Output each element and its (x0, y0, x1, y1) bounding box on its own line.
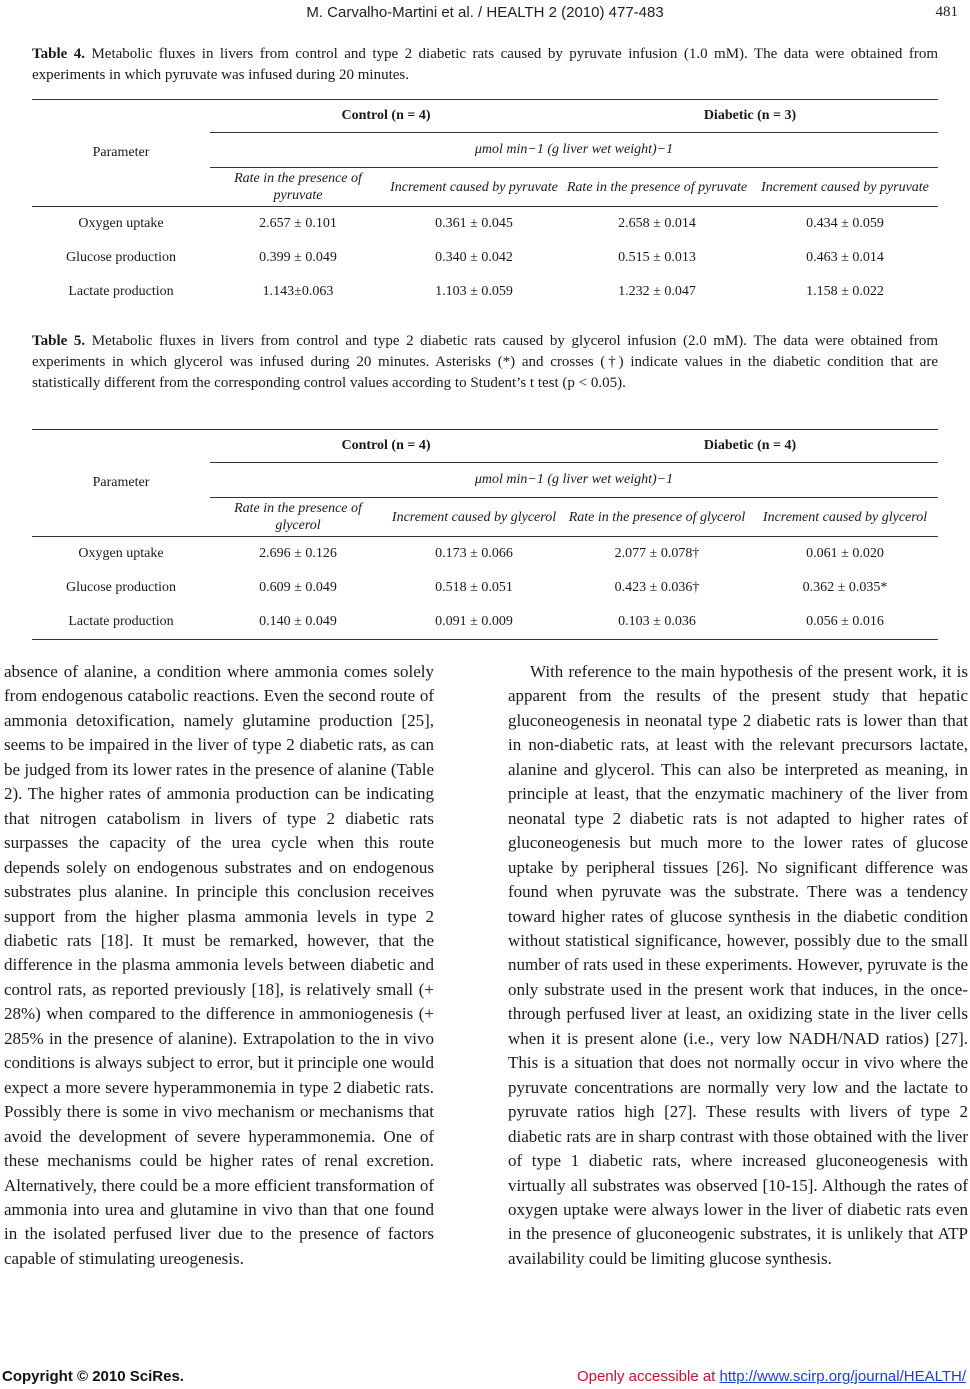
table5-col2-header: Increment caused by glycerol (386, 498, 562, 537)
body-left-column (4, 660, 434, 1271)
table-cell: 0.173 ± 0.066 (435, 546, 513, 561)
open-access-notice (577, 1368, 966, 1385)
table-row (32, 275, 938, 309)
table-cell: 2.696 ± 0.126 (259, 546, 337, 561)
table-cell: 0.434 ± 0.059 (806, 216, 884, 231)
table-cell: Glucose production (65, 250, 177, 265)
table5-caption-label: Table 5. (32, 333, 86, 349)
table4-group-control: Control (n = 4) (210, 100, 562, 133)
table4-col1-header: Rate in the presence of pyruvate (210, 168, 386, 207)
table5-caption (32, 331, 938, 394)
table5-group-control: Control (n = 4) (210, 430, 562, 463)
table-cell: Lactate production (32, 605, 210, 640)
table5-parameter-header: Parameter (32, 430, 210, 537)
table-cell: Glucose production (65, 580, 177, 595)
body-right-column (508, 660, 968, 1271)
table-cell: 0.423 ± 0.036† (614, 580, 700, 595)
table-row (32, 571, 938, 605)
table-cell: 2.658 ± 0.014 (618, 216, 696, 231)
table4-parameter-header: Parameter (32, 100, 210, 207)
table4-group-diabetic: Diabetic (n = 3) (562, 100, 938, 133)
table-cell: 0.518 ± 0.051 (435, 580, 513, 595)
table-cell: 0.361 ± 0.045 (435, 216, 513, 231)
left-paragraph: absence of alanine, a condition where ammonia comes solely from endogenous catabolic reactions. Even the second route of ammonia detoxification, namely glutamine production [25], seems to be impaired in the liver of type 2 diabetic rats, as can be judged from its lower rates in the presence of alanine (Table 2). The higher rates of ammonia production can be indicating that nitrogen catabolism in livers of type 2 diabetic rats surpasses the capacity of the urea cycle when this route depends solely on endogenous substrates and on endogenous substrates plus alanine. In principle this conclusion receives support from the higher plasma ammonia levels in type 2 diabetic rats [18]. It must be remarked, however, that the difference in the plasma ammonia levels between diabetic and control rats, as reported previously [18], is relatively small (+ 28%) when compared to the difference in ammoniogenesis (+ 285% in the presence of alanine). Extrapolation to the in vivo conditions is always subject to error, but it principle one would expect a more severe hyperammonemia in type 2 diabetic rats. Possibly there is some in vivo mechanism or mechanisms that avoid the development of severe hyperammonemia. One of these mechanisms could be higher rates of renal excretion. Alternatively, there could be a more efficient transformation of ammonia into urea and glutamine in vivo than that one found in the isolated perfused liver due to the presence of factors capable of stimulating ureogenesis. (4, 662, 434, 1268)
table5-group-diabetic: Diabetic (n = 4) (562, 430, 938, 463)
table5-col3-header: Rate in the presence of glycerol (562, 498, 752, 537)
table5-caption-text: Metabolic fluxes in livers from control and type 2 diabetic rats caused by glycerol infusion (2.0 mM). The data were obtained from experiments in which glycerol was infused during 20 minutes. Asterisks (*) and crosses (†) indicate values in the diabetic condition that are statistically different from the corresponding control values according to Student’s t test (p < 0.05). (32, 333, 939, 391)
table-cell: 1.103 ± 0.059 (435, 284, 513, 299)
table-row (32, 605, 938, 640)
table-cell: 1.232 ± 0.047 (618, 284, 696, 299)
table5-unit: μmol min−1 (g liver wet weight)−1 (210, 463, 938, 498)
table5-col4-header: Increment caused by glycerol (752, 498, 938, 537)
table-cell: 0.061 ± 0.020 (806, 546, 884, 561)
table-cell: 0.609 ± 0.049 (259, 580, 337, 595)
open-access-label: Openly accessible at (576, 1368, 720, 1385)
table-cell: 1.143±0.063 (262, 284, 334, 299)
table-cell: 0.140 ± 0.049 (210, 605, 386, 640)
table4-caption-text: Metabolic fluxes in livers from control and type 2 diabetic rats caused by pyruvate infusion (1.0 mM). The data were obtained from experiments in which pyruvate was infused during 20 minutes. (32, 46, 938, 83)
table-cell: Oxygen uptake (78, 546, 164, 561)
running-title: M. Carvalho-Martini et al. / HEALTH 2 (2010) 477-483 (306, 4, 664, 21)
table-row (32, 207, 938, 242)
table-cell: 0.103 ± 0.036 (562, 605, 752, 640)
table-cell: 2.657 ± 0.101 (259, 216, 337, 231)
page-header (0, 2, 970, 24)
table4-col3-header: Rate in the presence of pyruvate (562, 168, 752, 207)
page-number: 481 (935, 4, 958, 20)
table-row (32, 537, 938, 572)
table-cell: 0.091 ± 0.009 (386, 605, 562, 640)
table-cell: 0.463 ± 0.014 (806, 250, 884, 265)
table5-col1-header: Rate in the presence of glycerol (210, 498, 386, 537)
table5 (32, 429, 938, 640)
copyright-notice: Copyright © 2010 SciRes. (2, 1368, 184, 1385)
table-cell: 0.399 ± 0.049 (259, 250, 337, 265)
right-paragraph: With reference to the main hypothesis of the present work, it is apparent from the results of the present study that hepatic gluconeogenesis in neonatal type 2 diabetic rats is lower than that in non-diabetic rats, at least with the relevant precursors lactate, alanine and glycerol. This can also be interpreted as meaning, in principle at least, that the enzymatic machinery of the liver from neonatal type 2 diabetic rats is not adapted to higher rates of gluconeogenesis but much more to the lower rates of glucose uptake by peripheral tissues [26]. No significant difference was found when pyruvate was the substrate. There was a tendency toward higher rates of glucose synthesis in the diabetic condition without statistical significance, however, possibly due to the small number of rats used in these experiments. However, pyruvate is the only substrate used in the present work that induces, in the once-through perfused liver at least, an oxidizing state in the liver cells when it is present alone (i.e., very low NADH/NAD ratios) [27]. This is a situation that does not normally occur in vivo where the pyruvate concentrations are normally very low and the lactate to pyruvate ratios high [27]. These results with livers of type 2 diabetic rats are in sharp contrast with those obtained with the liver of type 1 diabetic rats, where increased gluconeogenesis with virtually all substrates was observed [10-15]. Although the rates of oxygen uptake were always lower in the liver of diabetic rats even in the presence of gluconeogenic substrates, it is unlikely that ATP availability could be limiting glucose synthesis. (508, 662, 968, 1268)
table-cell: 1.158 ± 0.022 (806, 284, 884, 299)
table-cell: Lactate production (68, 284, 174, 299)
table4-caption (32, 44, 938, 86)
table-cell: 0.362 ± 0.035* (802, 580, 888, 595)
table-row (32, 241, 938, 275)
table4-unit: μmol min−1 (g liver wet weight)−1 (210, 133, 938, 168)
journal-link[interactable]: http://www.scirp.org/journal/HEALTH/ (719, 1368, 966, 1385)
table-cell: Oxygen uptake (78, 216, 164, 231)
table4-caption-label: Table 4. (32, 46, 85, 62)
table-cell: 2.077 ± 0.078† (614, 546, 700, 561)
table4-col2-header: Increment caused by pyruvate (386, 168, 562, 207)
table-cell: 0.515 ± 0.013 (618, 250, 696, 265)
table4 (32, 99, 938, 309)
table4-col4-header: Increment caused by pyruvate (752, 168, 938, 207)
page-footer (0, 1368, 970, 1388)
table-cell: 0.056 ± 0.016 (752, 605, 938, 640)
table-cell: 0.340 ± 0.042 (435, 250, 513, 265)
